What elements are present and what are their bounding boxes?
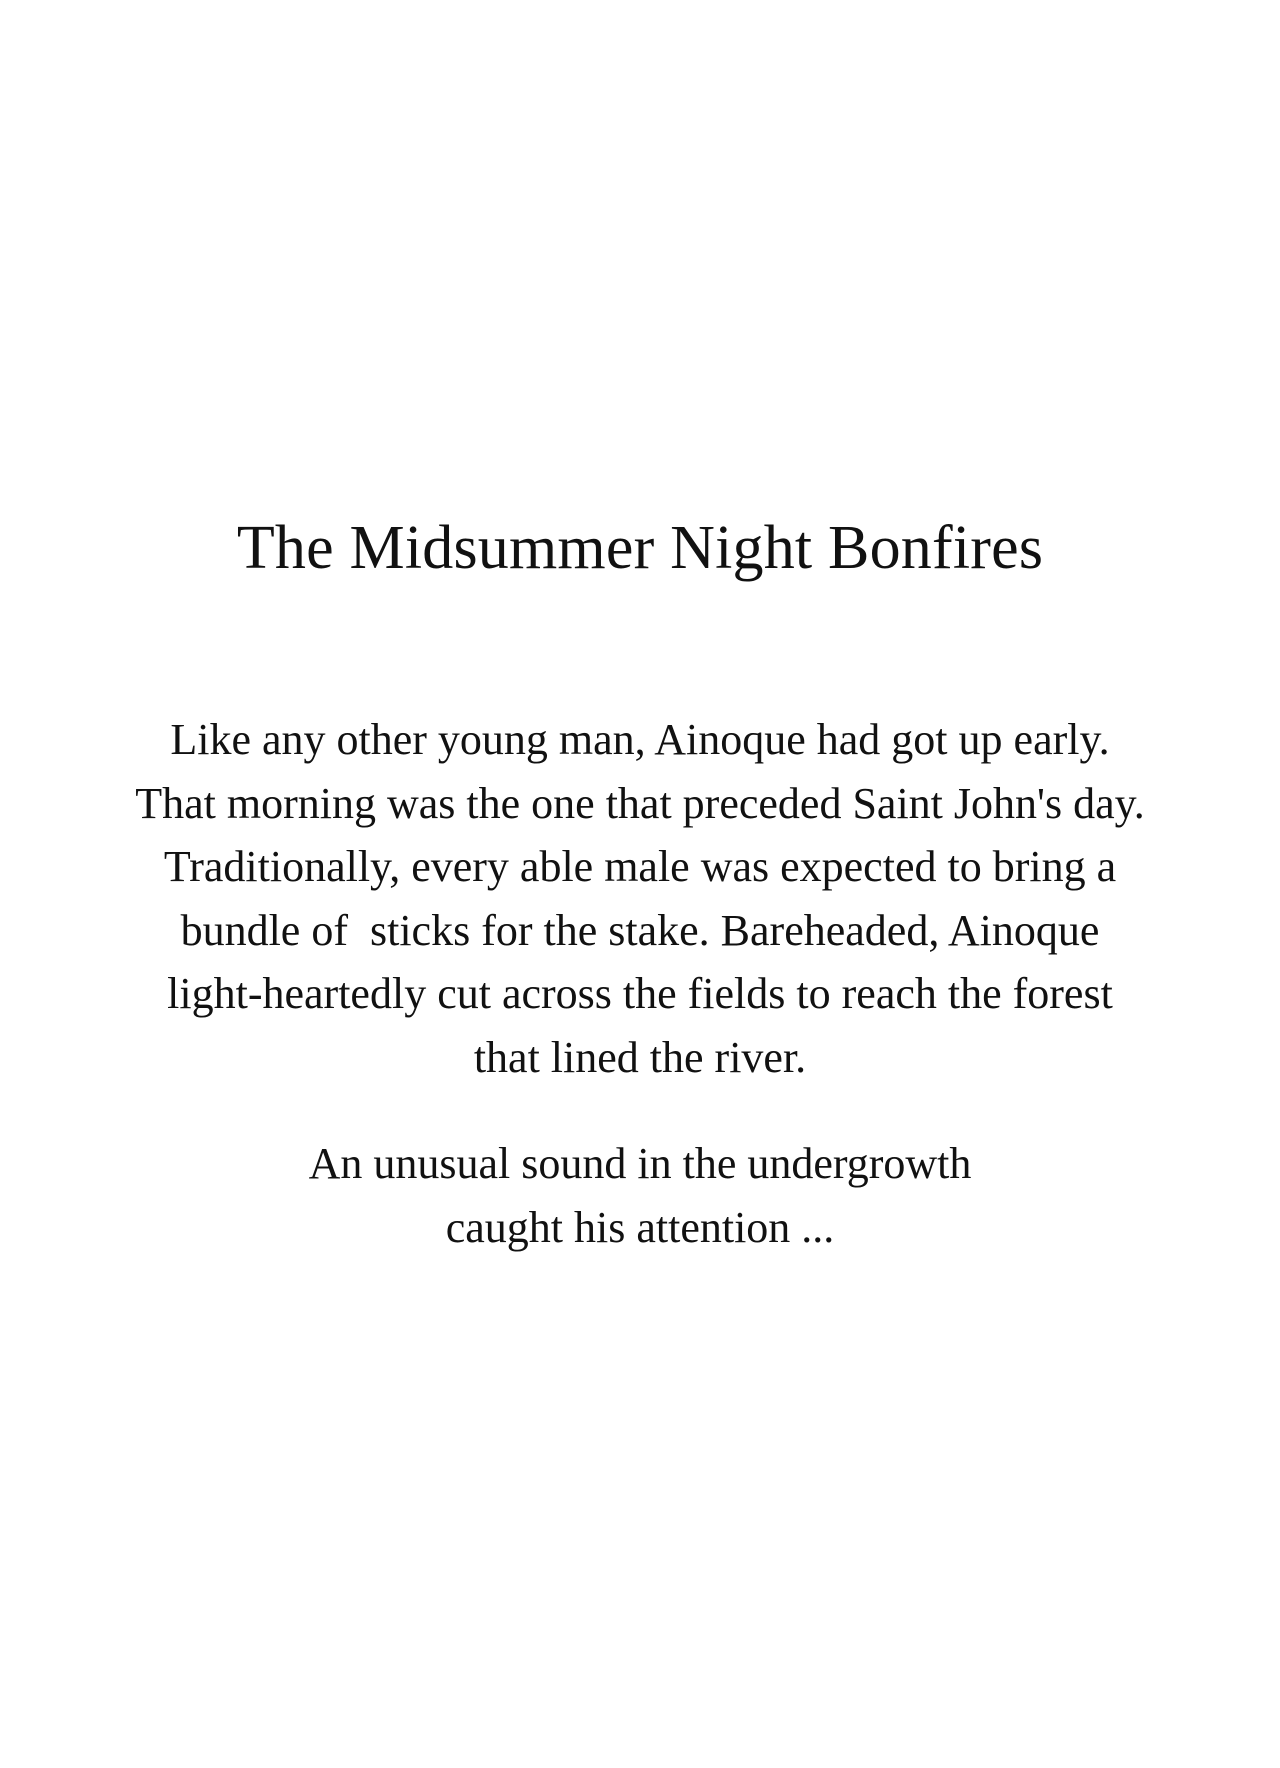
paragraph-intro [0, 708, 1280, 1089]
text-line: Like any other young man, Ainoque had got up early. [170, 715, 1110, 764]
text-line: An unusual sound in the undergrowth [308, 1139, 972, 1188]
text-line: caught his attention ... [445, 1202, 835, 1252]
text-line: Traditionally, every able male was expected to bring a [163, 842, 1117, 891]
text-line: light-heartedly cut across the fields to reach the forest [167, 969, 1113, 1018]
text-line: That morning was the one that preceded Saint John's day. [135, 778, 1145, 828]
paragraph-cliffhanger [0, 1132, 1280, 1259]
text-line: bundle of sticks for the stake. Bareheaded, Ainoque [180, 905, 1100, 955]
page-title: The Midsummer Night Bonfires [236, 514, 1044, 582]
text-line: that lined the river. [473, 1032, 807, 1082]
